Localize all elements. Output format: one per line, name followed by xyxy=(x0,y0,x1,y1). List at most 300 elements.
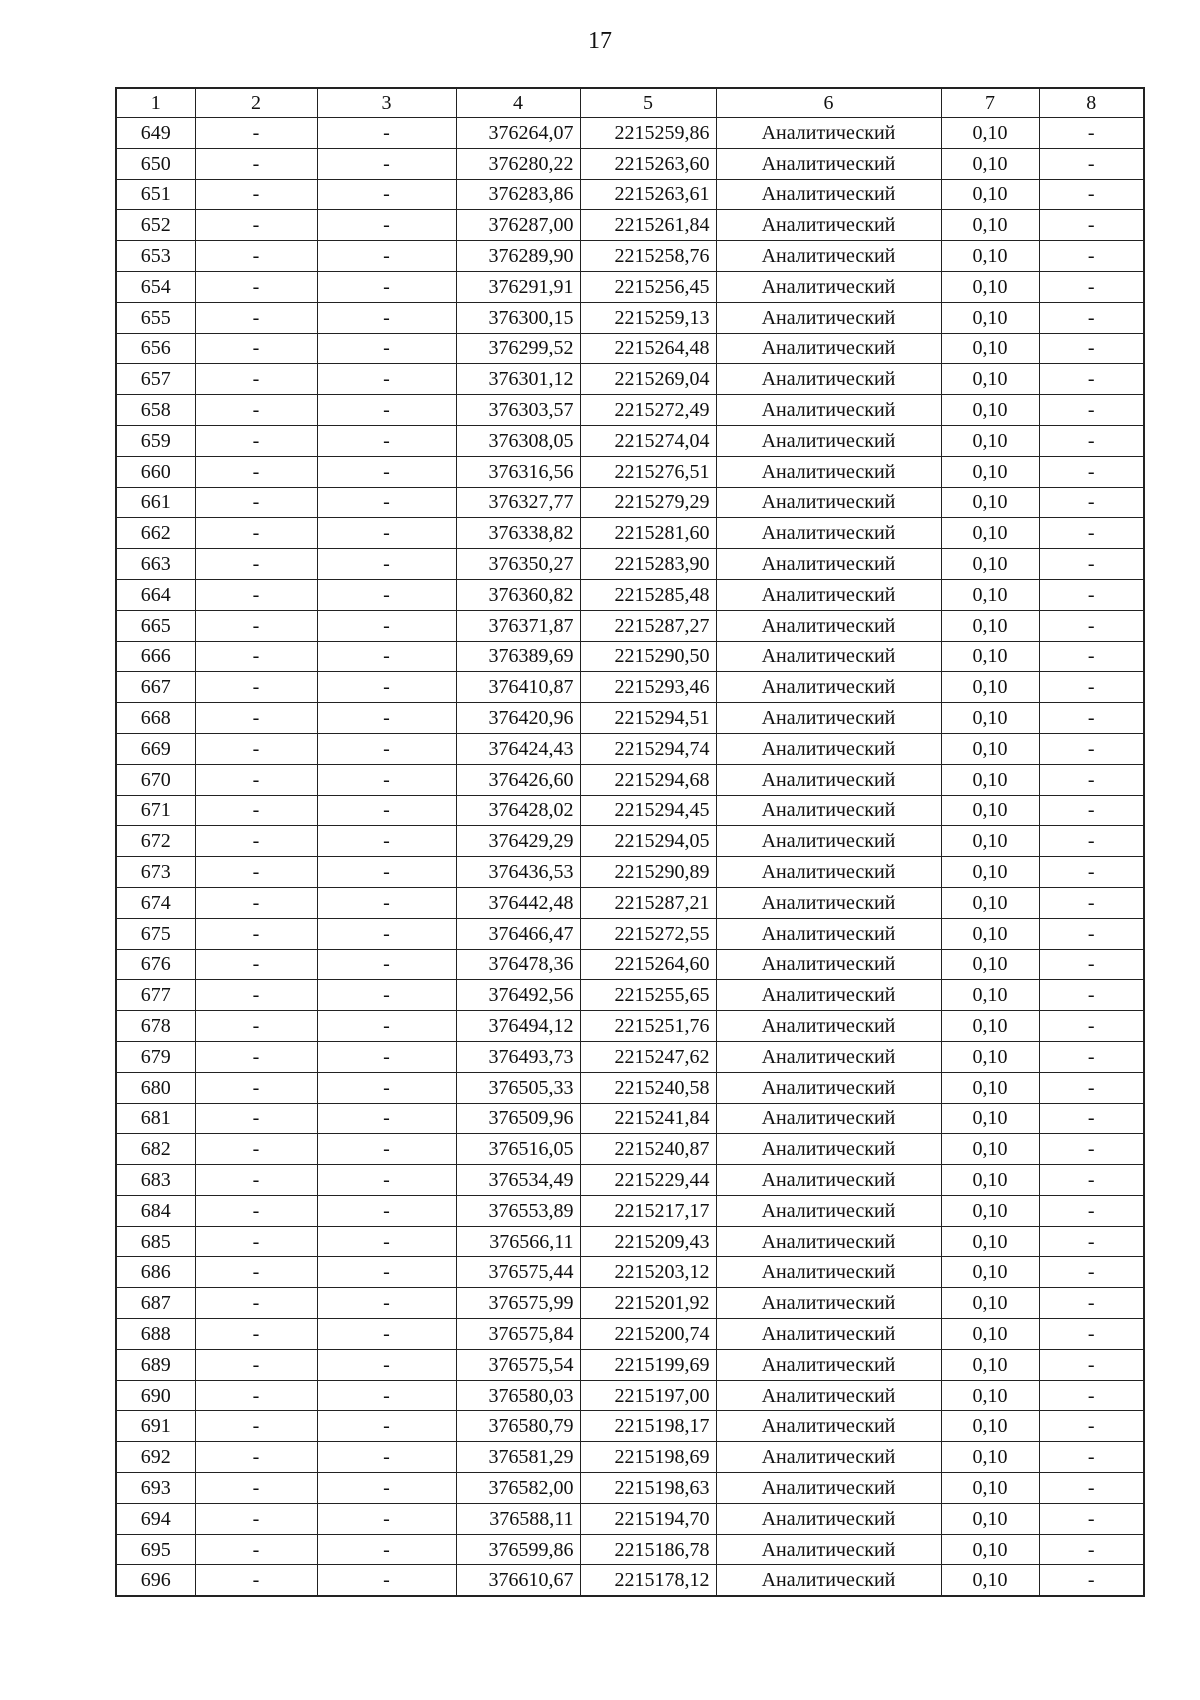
accuracy-cell: 0,10 xyxy=(941,549,1039,580)
column-3-cell: - xyxy=(317,241,456,272)
column-3-cell: - xyxy=(317,210,456,241)
x-coordinate-cell: 376303,57 xyxy=(456,395,580,426)
column-2-cell: - xyxy=(195,1072,317,1103)
table-row xyxy=(116,980,1144,1011)
table-row xyxy=(116,456,1144,487)
column-2-cell: - xyxy=(195,733,317,764)
column-2-cell: - xyxy=(195,1411,317,1442)
table-row xyxy=(116,1565,1144,1596)
column-3-cell: - xyxy=(317,549,456,580)
method-cell: Аналитический xyxy=(716,364,941,395)
accuracy-cell: 0,10 xyxy=(941,1319,1039,1350)
header-row xyxy=(116,88,1144,118)
point-number-cell: 689 xyxy=(116,1349,195,1380)
method-cell: Аналитический xyxy=(716,641,941,672)
column-3-cell: - xyxy=(317,579,456,610)
table-row xyxy=(116,1041,1144,1072)
y-coordinate-cell: 2215272,49 xyxy=(580,395,716,426)
accuracy-cell: 0,10 xyxy=(941,1411,1039,1442)
table-row xyxy=(116,271,1144,302)
y-coordinate-cell: 2215274,04 xyxy=(580,425,716,456)
table-row xyxy=(116,1411,1144,1442)
y-coordinate-cell: 2215258,76 xyxy=(580,241,716,272)
table-row xyxy=(116,364,1144,395)
column-8-cell: - xyxy=(1039,610,1144,641)
method-cell: Аналитический xyxy=(716,579,941,610)
column-8-cell: - xyxy=(1039,179,1144,210)
column-8-cell: - xyxy=(1039,302,1144,333)
x-coordinate-cell: 376582,00 xyxy=(456,1473,580,1504)
accuracy-cell: 0,10 xyxy=(941,1103,1039,1134)
point-number-cell: 666 xyxy=(116,641,195,672)
column-3-cell: - xyxy=(317,1473,456,1504)
x-coordinate-cell: 376516,05 xyxy=(456,1134,580,1165)
column-8-cell: - xyxy=(1039,703,1144,734)
column-3-cell: - xyxy=(317,980,456,1011)
column-3-cell: - xyxy=(317,795,456,826)
column-2-cell: - xyxy=(195,918,317,949)
table-row xyxy=(116,1103,1144,1134)
y-coordinate-cell: 2215281,60 xyxy=(580,518,716,549)
table-row xyxy=(116,1442,1144,1473)
column-header: 1 xyxy=(116,88,195,118)
y-coordinate-cell: 2215217,17 xyxy=(580,1195,716,1226)
method-cell: Аналитический xyxy=(716,518,941,549)
column-header: 5 xyxy=(580,88,716,118)
y-coordinate-cell: 2215186,78 xyxy=(580,1534,716,1565)
accuracy-cell: 0,10 xyxy=(941,1288,1039,1319)
x-coordinate-cell: 376493,73 xyxy=(456,1041,580,1072)
column-3-cell: - xyxy=(317,887,456,918)
point-number-cell: 653 xyxy=(116,241,195,272)
column-8-cell: - xyxy=(1039,918,1144,949)
method-cell: Аналитический xyxy=(716,210,941,241)
y-coordinate-cell: 2215178,12 xyxy=(580,1565,716,1596)
column-3-cell: - xyxy=(317,395,456,426)
x-coordinate-cell: 376442,48 xyxy=(456,887,580,918)
column-3-cell: - xyxy=(317,1349,456,1380)
table-row xyxy=(116,857,1144,888)
column-8-cell: - xyxy=(1039,1534,1144,1565)
y-coordinate-cell: 2215285,48 xyxy=(580,579,716,610)
method-cell: Аналитический xyxy=(716,241,941,272)
column-2-cell: - xyxy=(195,1473,317,1504)
method-cell: Аналитический xyxy=(716,1380,941,1411)
column-8-cell: - xyxy=(1039,1041,1144,1072)
point-number-cell: 669 xyxy=(116,733,195,764)
point-number-cell: 696 xyxy=(116,1565,195,1596)
x-coordinate-cell: 376492,56 xyxy=(456,980,580,1011)
y-coordinate-cell: 2215198,17 xyxy=(580,1411,716,1442)
method-cell: Аналитический xyxy=(716,148,941,179)
x-coordinate-cell: 376581,29 xyxy=(456,1442,580,1473)
column-8-cell: - xyxy=(1039,1195,1144,1226)
y-coordinate-cell: 2215269,04 xyxy=(580,364,716,395)
accuracy-cell: 0,10 xyxy=(941,271,1039,302)
column-3-cell: - xyxy=(317,672,456,703)
column-8-cell: - xyxy=(1039,1380,1144,1411)
method-cell: Аналитический xyxy=(716,1565,941,1596)
column-2-cell: - xyxy=(195,1380,317,1411)
y-coordinate-cell: 2215261,84 xyxy=(580,210,716,241)
x-coordinate-cell: 376575,84 xyxy=(456,1319,580,1350)
x-coordinate-cell: 376289,90 xyxy=(456,241,580,272)
table-row xyxy=(116,518,1144,549)
table-row xyxy=(116,1257,1144,1288)
table-row xyxy=(116,610,1144,641)
column-8-cell: - xyxy=(1039,887,1144,918)
column-2-cell: - xyxy=(195,1011,317,1042)
accuracy-cell: 0,10 xyxy=(941,1380,1039,1411)
column-2-cell: - xyxy=(195,1257,317,1288)
y-coordinate-cell: 2215294,74 xyxy=(580,733,716,764)
column-8-cell: - xyxy=(1039,857,1144,888)
method-cell: Аналитический xyxy=(716,1011,941,1042)
x-coordinate-cell: 376580,79 xyxy=(456,1411,580,1442)
column-8-cell: - xyxy=(1039,1565,1144,1596)
table-row xyxy=(116,949,1144,980)
point-number-cell: 674 xyxy=(116,887,195,918)
y-coordinate-cell: 2215209,43 xyxy=(580,1226,716,1257)
column-3-cell: - xyxy=(317,518,456,549)
column-3-cell: - xyxy=(317,1411,456,1442)
column-2-cell: - xyxy=(195,118,317,149)
column-8-cell: - xyxy=(1039,487,1144,518)
table-row xyxy=(116,395,1144,426)
x-coordinate-cell: 376466,47 xyxy=(456,918,580,949)
y-coordinate-cell: 2215263,60 xyxy=(580,148,716,179)
column-3-cell: - xyxy=(317,302,456,333)
method-cell: Аналитический xyxy=(716,1288,941,1319)
column-3-cell: - xyxy=(317,148,456,179)
column-3-cell: - xyxy=(317,1442,456,1473)
column-header: 4 xyxy=(456,88,580,118)
column-8-cell: - xyxy=(1039,795,1144,826)
y-coordinate-cell: 2215276,51 xyxy=(580,456,716,487)
column-3-cell: - xyxy=(317,1503,456,1534)
point-number-cell: 667 xyxy=(116,672,195,703)
point-number-cell: 654 xyxy=(116,271,195,302)
method-cell: Аналитический xyxy=(716,949,941,980)
point-number-cell: 675 xyxy=(116,918,195,949)
column-3-cell: - xyxy=(317,1041,456,1072)
x-coordinate-cell: 376599,86 xyxy=(456,1534,580,1565)
accuracy-cell: 0,10 xyxy=(941,1534,1039,1565)
column-2-cell: - xyxy=(195,549,317,580)
x-coordinate-cell: 376350,27 xyxy=(456,549,580,580)
table-row xyxy=(116,795,1144,826)
method-cell: Аналитический xyxy=(716,1134,941,1165)
method-cell: Аналитический xyxy=(716,302,941,333)
method-cell: Аналитический xyxy=(716,980,941,1011)
method-cell: Аналитический xyxy=(716,333,941,364)
y-coordinate-cell: 2215294,05 xyxy=(580,826,716,857)
column-2-cell: - xyxy=(195,1288,317,1319)
column-8-cell: - xyxy=(1039,1349,1144,1380)
x-coordinate-cell: 376478,36 xyxy=(456,949,580,980)
method-cell: Аналитический xyxy=(716,1319,941,1350)
column-2-cell: - xyxy=(195,271,317,302)
y-coordinate-cell: 2215240,87 xyxy=(580,1134,716,1165)
column-2-cell: - xyxy=(195,1534,317,1565)
y-coordinate-cell: 2215201,92 xyxy=(580,1288,716,1319)
accuracy-cell: 0,10 xyxy=(941,795,1039,826)
accuracy-cell: 0,10 xyxy=(941,857,1039,888)
method-cell: Аналитический xyxy=(716,1165,941,1196)
point-number-cell: 665 xyxy=(116,610,195,641)
y-coordinate-cell: 2215294,68 xyxy=(580,764,716,795)
x-coordinate-cell: 376291,91 xyxy=(456,271,580,302)
column-2-cell: - xyxy=(195,1349,317,1380)
column-2-cell: - xyxy=(195,487,317,518)
column-2-cell: - xyxy=(195,456,317,487)
table-row xyxy=(116,179,1144,210)
method-cell: Аналитический xyxy=(716,1041,941,1072)
column-8-cell: - xyxy=(1039,764,1144,795)
column-3-cell: - xyxy=(317,333,456,364)
column-3-cell: - xyxy=(317,1534,456,1565)
point-number-cell: 657 xyxy=(116,364,195,395)
accuracy-cell: 0,10 xyxy=(941,1565,1039,1596)
x-coordinate-cell: 376494,12 xyxy=(456,1011,580,1042)
table-row xyxy=(116,703,1144,734)
point-number-cell: 694 xyxy=(116,1503,195,1534)
column-3-cell: - xyxy=(317,1226,456,1257)
x-coordinate-cell: 376360,82 xyxy=(456,579,580,610)
accuracy-cell: 0,10 xyxy=(941,302,1039,333)
column-8-cell: - xyxy=(1039,425,1144,456)
column-3-cell: - xyxy=(317,271,456,302)
column-8-cell: - xyxy=(1039,518,1144,549)
point-number-cell: 679 xyxy=(116,1041,195,1072)
x-coordinate-cell: 376426,60 xyxy=(456,764,580,795)
accuracy-cell: 0,10 xyxy=(941,641,1039,672)
column-header: 2 xyxy=(195,88,317,118)
point-number-cell: 660 xyxy=(116,456,195,487)
column-8-cell: - xyxy=(1039,210,1144,241)
column-8-cell: - xyxy=(1039,980,1144,1011)
point-number-cell: 649 xyxy=(116,118,195,149)
column-2-cell: - xyxy=(195,887,317,918)
column-3-cell: - xyxy=(317,364,456,395)
y-coordinate-cell: 2215203,12 xyxy=(580,1257,716,1288)
column-3-cell: - xyxy=(317,425,456,456)
column-3-cell: - xyxy=(317,826,456,857)
method-cell: Аналитический xyxy=(716,1442,941,1473)
y-coordinate-cell: 2215194,70 xyxy=(580,1503,716,1534)
method-cell: Аналитический xyxy=(716,733,941,764)
y-coordinate-cell: 2215263,61 xyxy=(580,179,716,210)
point-number-cell: 680 xyxy=(116,1072,195,1103)
column-3-cell: - xyxy=(317,1195,456,1226)
table-row xyxy=(116,210,1144,241)
column-8-cell: - xyxy=(1039,549,1144,580)
column-8-cell: - xyxy=(1039,271,1144,302)
accuracy-cell: 0,10 xyxy=(941,487,1039,518)
column-2-cell: - xyxy=(195,641,317,672)
column-2-cell: - xyxy=(195,764,317,795)
x-coordinate-cell: 376308,05 xyxy=(456,425,580,456)
table-row xyxy=(116,1503,1144,1534)
column-2-cell: - xyxy=(195,1442,317,1473)
accuracy-cell: 0,10 xyxy=(941,1011,1039,1042)
point-number-cell: 684 xyxy=(116,1195,195,1226)
y-coordinate-cell: 2215279,29 xyxy=(580,487,716,518)
column-8-cell: - xyxy=(1039,364,1144,395)
point-number-cell: 691 xyxy=(116,1411,195,1442)
method-cell: Аналитический xyxy=(716,1503,941,1534)
point-number-cell: 682 xyxy=(116,1134,195,1165)
table-row xyxy=(116,1011,1144,1042)
column-2-cell: - xyxy=(195,1134,317,1165)
point-number-cell: 673 xyxy=(116,857,195,888)
x-coordinate-cell: 376566,11 xyxy=(456,1226,580,1257)
point-number-cell: 690 xyxy=(116,1380,195,1411)
x-coordinate-cell: 376588,11 xyxy=(456,1503,580,1534)
column-3-cell: - xyxy=(317,1380,456,1411)
point-number-cell: 652 xyxy=(116,210,195,241)
method-cell: Аналитический xyxy=(716,1411,941,1442)
method-cell: Аналитический xyxy=(716,703,941,734)
column-2-cell: - xyxy=(195,980,317,1011)
column-8-cell: - xyxy=(1039,1226,1144,1257)
table-row xyxy=(116,148,1144,179)
column-8-cell: - xyxy=(1039,1473,1144,1504)
column-2-cell: - xyxy=(195,579,317,610)
table-row xyxy=(116,333,1144,364)
accuracy-cell: 0,10 xyxy=(941,1226,1039,1257)
table-row xyxy=(116,425,1144,456)
y-coordinate-cell: 2215229,44 xyxy=(580,1165,716,1196)
column-2-cell: - xyxy=(195,210,317,241)
y-coordinate-cell: 2215287,27 xyxy=(580,610,716,641)
y-coordinate-cell: 2215264,48 xyxy=(580,333,716,364)
accuracy-cell: 0,10 xyxy=(941,1257,1039,1288)
point-number-cell: 676 xyxy=(116,949,195,980)
table-row xyxy=(116,118,1144,149)
method-cell: Аналитический xyxy=(716,179,941,210)
y-coordinate-cell: 2215293,46 xyxy=(580,672,716,703)
accuracy-cell: 0,10 xyxy=(941,1072,1039,1103)
table-row xyxy=(116,733,1144,764)
column-3-cell: - xyxy=(317,118,456,149)
y-coordinate-cell: 2215240,58 xyxy=(580,1072,716,1103)
accuracy-cell: 0,10 xyxy=(941,148,1039,179)
column-8-cell: - xyxy=(1039,118,1144,149)
x-coordinate-cell: 376505,33 xyxy=(456,1072,580,1103)
x-coordinate-cell: 376580,03 xyxy=(456,1380,580,1411)
x-coordinate-cell: 376280,22 xyxy=(456,148,580,179)
accuracy-cell: 0,10 xyxy=(941,395,1039,426)
table-row xyxy=(116,549,1144,580)
method-cell: Аналитический xyxy=(716,395,941,426)
y-coordinate-cell: 2215287,21 xyxy=(580,887,716,918)
table-row xyxy=(116,579,1144,610)
x-coordinate-cell: 376301,12 xyxy=(456,364,580,395)
x-coordinate-cell: 376429,29 xyxy=(456,826,580,857)
table-row xyxy=(116,672,1144,703)
column-header: 7 xyxy=(941,88,1039,118)
column-8-cell: - xyxy=(1039,1319,1144,1350)
method-cell: Аналитический xyxy=(716,887,941,918)
x-coordinate-cell: 376300,15 xyxy=(456,302,580,333)
accuracy-cell: 0,10 xyxy=(941,887,1039,918)
accuracy-cell: 0,10 xyxy=(941,733,1039,764)
column-2-cell: - xyxy=(195,333,317,364)
accuracy-cell: 0,10 xyxy=(941,980,1039,1011)
y-coordinate-cell: 2215198,63 xyxy=(580,1473,716,1504)
column-3-cell: - xyxy=(317,487,456,518)
method-cell: Аналитический xyxy=(716,795,941,826)
accuracy-cell: 0,10 xyxy=(941,579,1039,610)
y-coordinate-cell: 2215290,50 xyxy=(580,641,716,672)
accuracy-cell: 0,10 xyxy=(941,610,1039,641)
y-coordinate-cell: 2215283,90 xyxy=(580,549,716,580)
column-3-cell: - xyxy=(317,733,456,764)
accuracy-cell: 0,10 xyxy=(941,1041,1039,1072)
column-3-cell: - xyxy=(317,1011,456,1042)
column-3-cell: - xyxy=(317,610,456,641)
point-number-cell: 650 xyxy=(116,148,195,179)
column-2-cell: - xyxy=(195,1041,317,1072)
column-3-cell: - xyxy=(317,641,456,672)
point-number-cell: 663 xyxy=(116,549,195,580)
x-coordinate-cell: 376575,54 xyxy=(456,1349,580,1380)
table-row xyxy=(116,1165,1144,1196)
column-2-cell: - xyxy=(195,1195,317,1226)
x-coordinate-cell: 376610,67 xyxy=(456,1565,580,1596)
method-cell: Аналитический xyxy=(716,1349,941,1380)
column-2-cell: - xyxy=(195,241,317,272)
point-number-cell: 661 xyxy=(116,487,195,518)
x-coordinate-cell: 376424,43 xyxy=(456,733,580,764)
column-2-cell: - xyxy=(195,518,317,549)
method-cell: Аналитический xyxy=(716,1195,941,1226)
accuracy-cell: 0,10 xyxy=(941,1473,1039,1504)
accuracy-cell: 0,10 xyxy=(941,456,1039,487)
column-2-cell: - xyxy=(195,1319,317,1350)
column-8-cell: - xyxy=(1039,826,1144,857)
column-2-cell: - xyxy=(195,857,317,888)
column-3-cell: - xyxy=(317,857,456,888)
column-8-cell: - xyxy=(1039,1011,1144,1042)
y-coordinate-cell: 2215200,74 xyxy=(580,1319,716,1350)
accuracy-cell: 0,10 xyxy=(941,826,1039,857)
accuracy-cell: 0,10 xyxy=(941,518,1039,549)
table-row xyxy=(116,1195,1144,1226)
point-number-cell: 651 xyxy=(116,179,195,210)
x-coordinate-cell: 376283,86 xyxy=(456,179,580,210)
accuracy-cell: 0,10 xyxy=(941,949,1039,980)
column-8-cell: - xyxy=(1039,949,1144,980)
accuracy-cell: 0,10 xyxy=(941,1134,1039,1165)
y-coordinate-cell: 2215198,69 xyxy=(580,1442,716,1473)
column-2-cell: - xyxy=(195,672,317,703)
accuracy-cell: 0,10 xyxy=(941,918,1039,949)
table-row xyxy=(116,1534,1144,1565)
column-3-cell: - xyxy=(317,1288,456,1319)
x-coordinate-cell: 376264,07 xyxy=(456,118,580,149)
y-coordinate-cell: 2215241,84 xyxy=(580,1103,716,1134)
method-cell: Аналитический xyxy=(716,918,941,949)
accuracy-cell: 0,10 xyxy=(941,179,1039,210)
method-cell: Аналитический xyxy=(716,118,941,149)
y-coordinate-cell: 2215259,13 xyxy=(580,302,716,333)
column-2-cell: - xyxy=(195,826,317,857)
column-8-cell: - xyxy=(1039,1411,1144,1442)
table-row xyxy=(116,764,1144,795)
point-number-cell: 686 xyxy=(116,1257,195,1288)
